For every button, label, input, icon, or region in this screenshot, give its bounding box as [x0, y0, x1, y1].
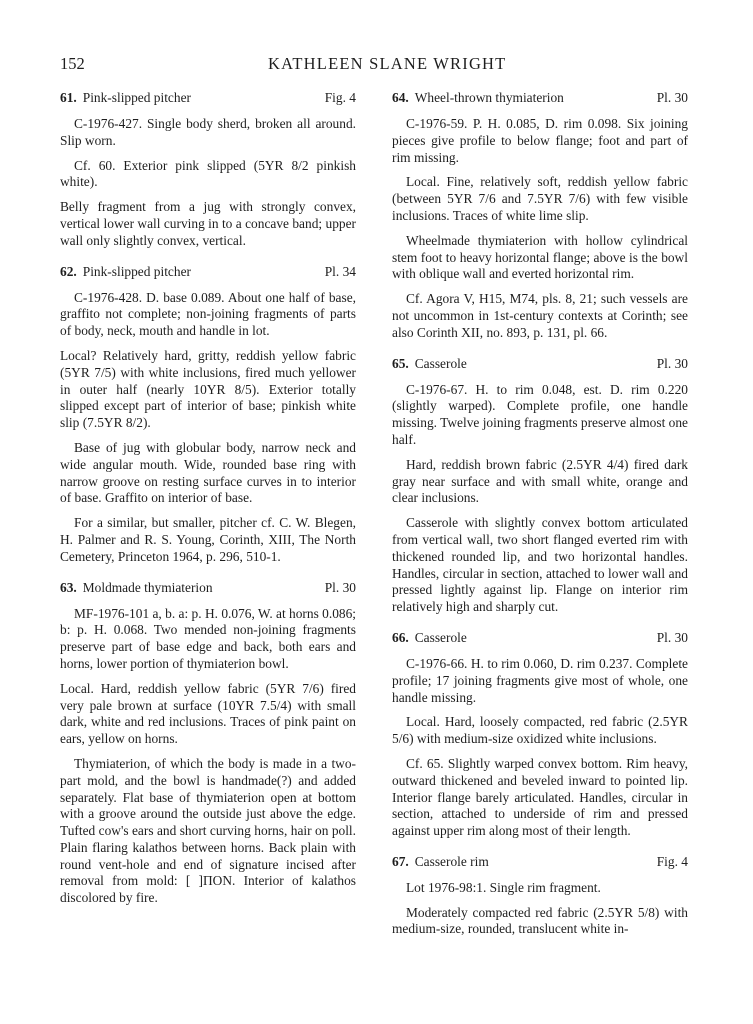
entry-paragraph: Casserole with slightly convex bottom articulated from vertical wall, two short flanged everted rim with thickened rounded lip, and two horizontal handles. Handles, circular in section, attached to lower wall and pressed lightly against lip. Flange on interior rim relatively high and sharply cut. [392, 515, 688, 615]
entry-title: Casserole [414, 629, 467, 645]
entry-plate-ref: Pl. 30 [656, 355, 688, 371]
entry-paragraph: Cf. 60. Exterior pink slipped (5YR 8/2 pinkish white). [60, 157, 356, 190]
entry-figure-ref: Fig. 4 [656, 853, 688, 869]
entry-title: Moldmade thymiaterion [82, 579, 213, 595]
catalog-entry-62 [60, 264, 356, 566]
entry-heading [392, 90, 688, 107]
entry-number: 67. [392, 853, 409, 869]
entry-paragraph: C-1976-427. Single body sherd, broken all around. Slip worn. [60, 116, 356, 148]
entry-paragraph: Moderately compacted red fabric (2.5YR 5/8) with medium-size, rounded, translucent white in- [392, 904, 688, 937]
right-column [392, 90, 688, 952]
entry-paragraph: Local. Hard, loosely compacted, red fabric (2.5YR 5/6) with medium-size oxidized white inclusions. [392, 714, 688, 747]
entry-plate-ref: Pl. 30 [324, 579, 356, 595]
entry-paragraph: C-1976-66. H. to rim 0.060, D. rim 0.237. Complete profile; 17 joining fragments give most of whole, one handle missing. [392, 655, 688, 705]
entry-heading [392, 630, 688, 647]
entry-paragraph: Local? Relatively hard, gritty, reddish yellow fabric (5YR 7/5) with white inclusions, fired much yellower in outer half (nearly 10YR 8/5). Exterior totally slipped except part of interior of base; pinkish white slip (7.5YR 8/2). [60, 347, 356, 431]
entry-paragraph: Cf. 65. Slightly warped convex bottom. Rim heavy, outward thickened and beveled inward to pointed lip. Interior flange barely articulated. Handles, circular in section, attached to underside of rim and pressed against upper rim along most of their length. [392, 755, 688, 839]
left-column [60, 90, 356, 921]
catalog-entry-61 [60, 90, 356, 250]
entry-number: 63. [60, 579, 77, 595]
entry-paragraph: MF-1976-101 a, b. a: p. H. 0.076, W. at horns 0.086; b: p. H. 0.068. Two mended non-joining fragments preserve part of base edge and back, both ears and horns, lower portion of thymiaterion bowl. [60, 605, 356, 671]
catalog-entry-67 [392, 854, 688, 938]
entry-number: 66. [392, 629, 409, 645]
entry-figure-ref: Fig. 4 [324, 90, 356, 105]
entry-paragraph: Base of jug with globular body, narrow neck and wide angular mouth. Wide, rounded base ring with narrow groove on resting surface curves in to interior of base. Graffito on interior of base. [60, 439, 356, 506]
running-head: KATHLEEN SLANE WRIGHT [268, 54, 507, 73]
entry-number: 64. [392, 90, 409, 105]
entry-heading [60, 580, 356, 597]
entry-paragraph: Belly fragment from a jug with strongly convex, vertical lower wall curving in to a concave band; upper wall only slightly convex, vertical. [60, 199, 356, 248]
entry-title: Pink-slipped pitcher [82, 263, 191, 279]
entry-paragraph: Cf. Agora V, H15, M74, pls. 8, 21; such vessels are not uncommon in 1st-century contexts at Corinth; see also Corinth XII, no. 893, p. 131, pl. 66. [392, 291, 688, 340]
entry-heading [60, 264, 356, 281]
entry-paragraph: C-1976-67. H. to rim 0.048, est. D. rim 0.220 (slightly warped). Complete profile, one handle missing. Twelve joining fragments preserve almost one half. [392, 381, 688, 447]
entry-plate-ref: Pl. 30 [656, 90, 688, 105]
entry-paragraph: C-1976-428. D. base 0.089. About one half of base, graffito not complete; non-joining fragments of parts of body, neck, mouth and handle in lot. [60, 289, 356, 339]
entry-plate-ref: Pl. 34 [324, 263, 356, 279]
entry-title: Wheel-thrown thymiaterion [414, 90, 564, 105]
entry-paragraph: C-1976-59. P. H. 0.085, D. rim 0.098. Six joining pieces give profile to below flange; foot and part of rim missing. [392, 116, 688, 165]
entry-heading [392, 854, 688, 871]
entry-paragraph: Local. Hard, reddish yellow fabric (5YR 7/6) fired very pale brown at surface (10YR 7.5/4) with small dark, white and red inclusions. Traces of pink paint on ears, yellow on horns. [60, 680, 356, 747]
entry-title: Pink-slipped pitcher [82, 90, 191, 105]
entry-title: Casserole [414, 355, 467, 371]
entry-heading [60, 90, 356, 107]
page-number: 152 [60, 54, 85, 73]
entry-heading [392, 356, 688, 373]
entry-paragraph: Wheelmade thymiaterion with hollow cylindrical stem foot to heavy horizontal flange; above is the bowl with oblique wall and everted horizontal rim. [392, 232, 688, 282]
entry-paragraph: Thymiaterion, of which the body is made in a two-part mold, and the bowl is handmade(?) and added separately. Flat base of thymiaterion open at bottom with a groove around the outside just above the edge. Tufted cow's ears and short curving horns, hair on poll. Plain flaring kalathos between horns. Back plain with round vent-hole and end of signature incised after removal from mold: [ ]ΠΟΝ. Interior of kalathos discolored by fire. [60, 755, 356, 906]
catalog-entry-66 [392, 630, 688, 840]
catalog-entry-64 [392, 90, 688, 342]
catalog-entry-65 [392, 356, 688, 616]
entry-paragraph: For a similar, but smaller, pitcher cf. C. W. Blegen, H. Palmer and R. S. Young, Corinth, XIII, The North Cemetery, Princeton 1964, p. 296, 510-1. [60, 515, 356, 564]
entry-paragraph: Local. Fine, relatively soft, reddish yellow fabric (between 5YR 7/6 and 7.5YR 7/6) with few visible inclusions. Traces of white lime slip. [392, 174, 688, 223]
entry-paragraph: Hard, reddish brown fabric (2.5YR 4/4) fired dark gray near surface and with small white, orange and clear inclusions. [392, 456, 688, 506]
entry-number: 61. [60, 90, 77, 105]
entry-number: 65. [392, 355, 409, 371]
entry-number: 62. [60, 263, 77, 279]
entry-plate-ref: Pl. 30 [656, 629, 688, 645]
catalog-entry-63 [60, 580, 356, 908]
entry-paragraph: Lot 1976-98:1. Single rim fragment. [406, 879, 601, 895]
entry-title: Casserole rim [414, 853, 489, 869]
